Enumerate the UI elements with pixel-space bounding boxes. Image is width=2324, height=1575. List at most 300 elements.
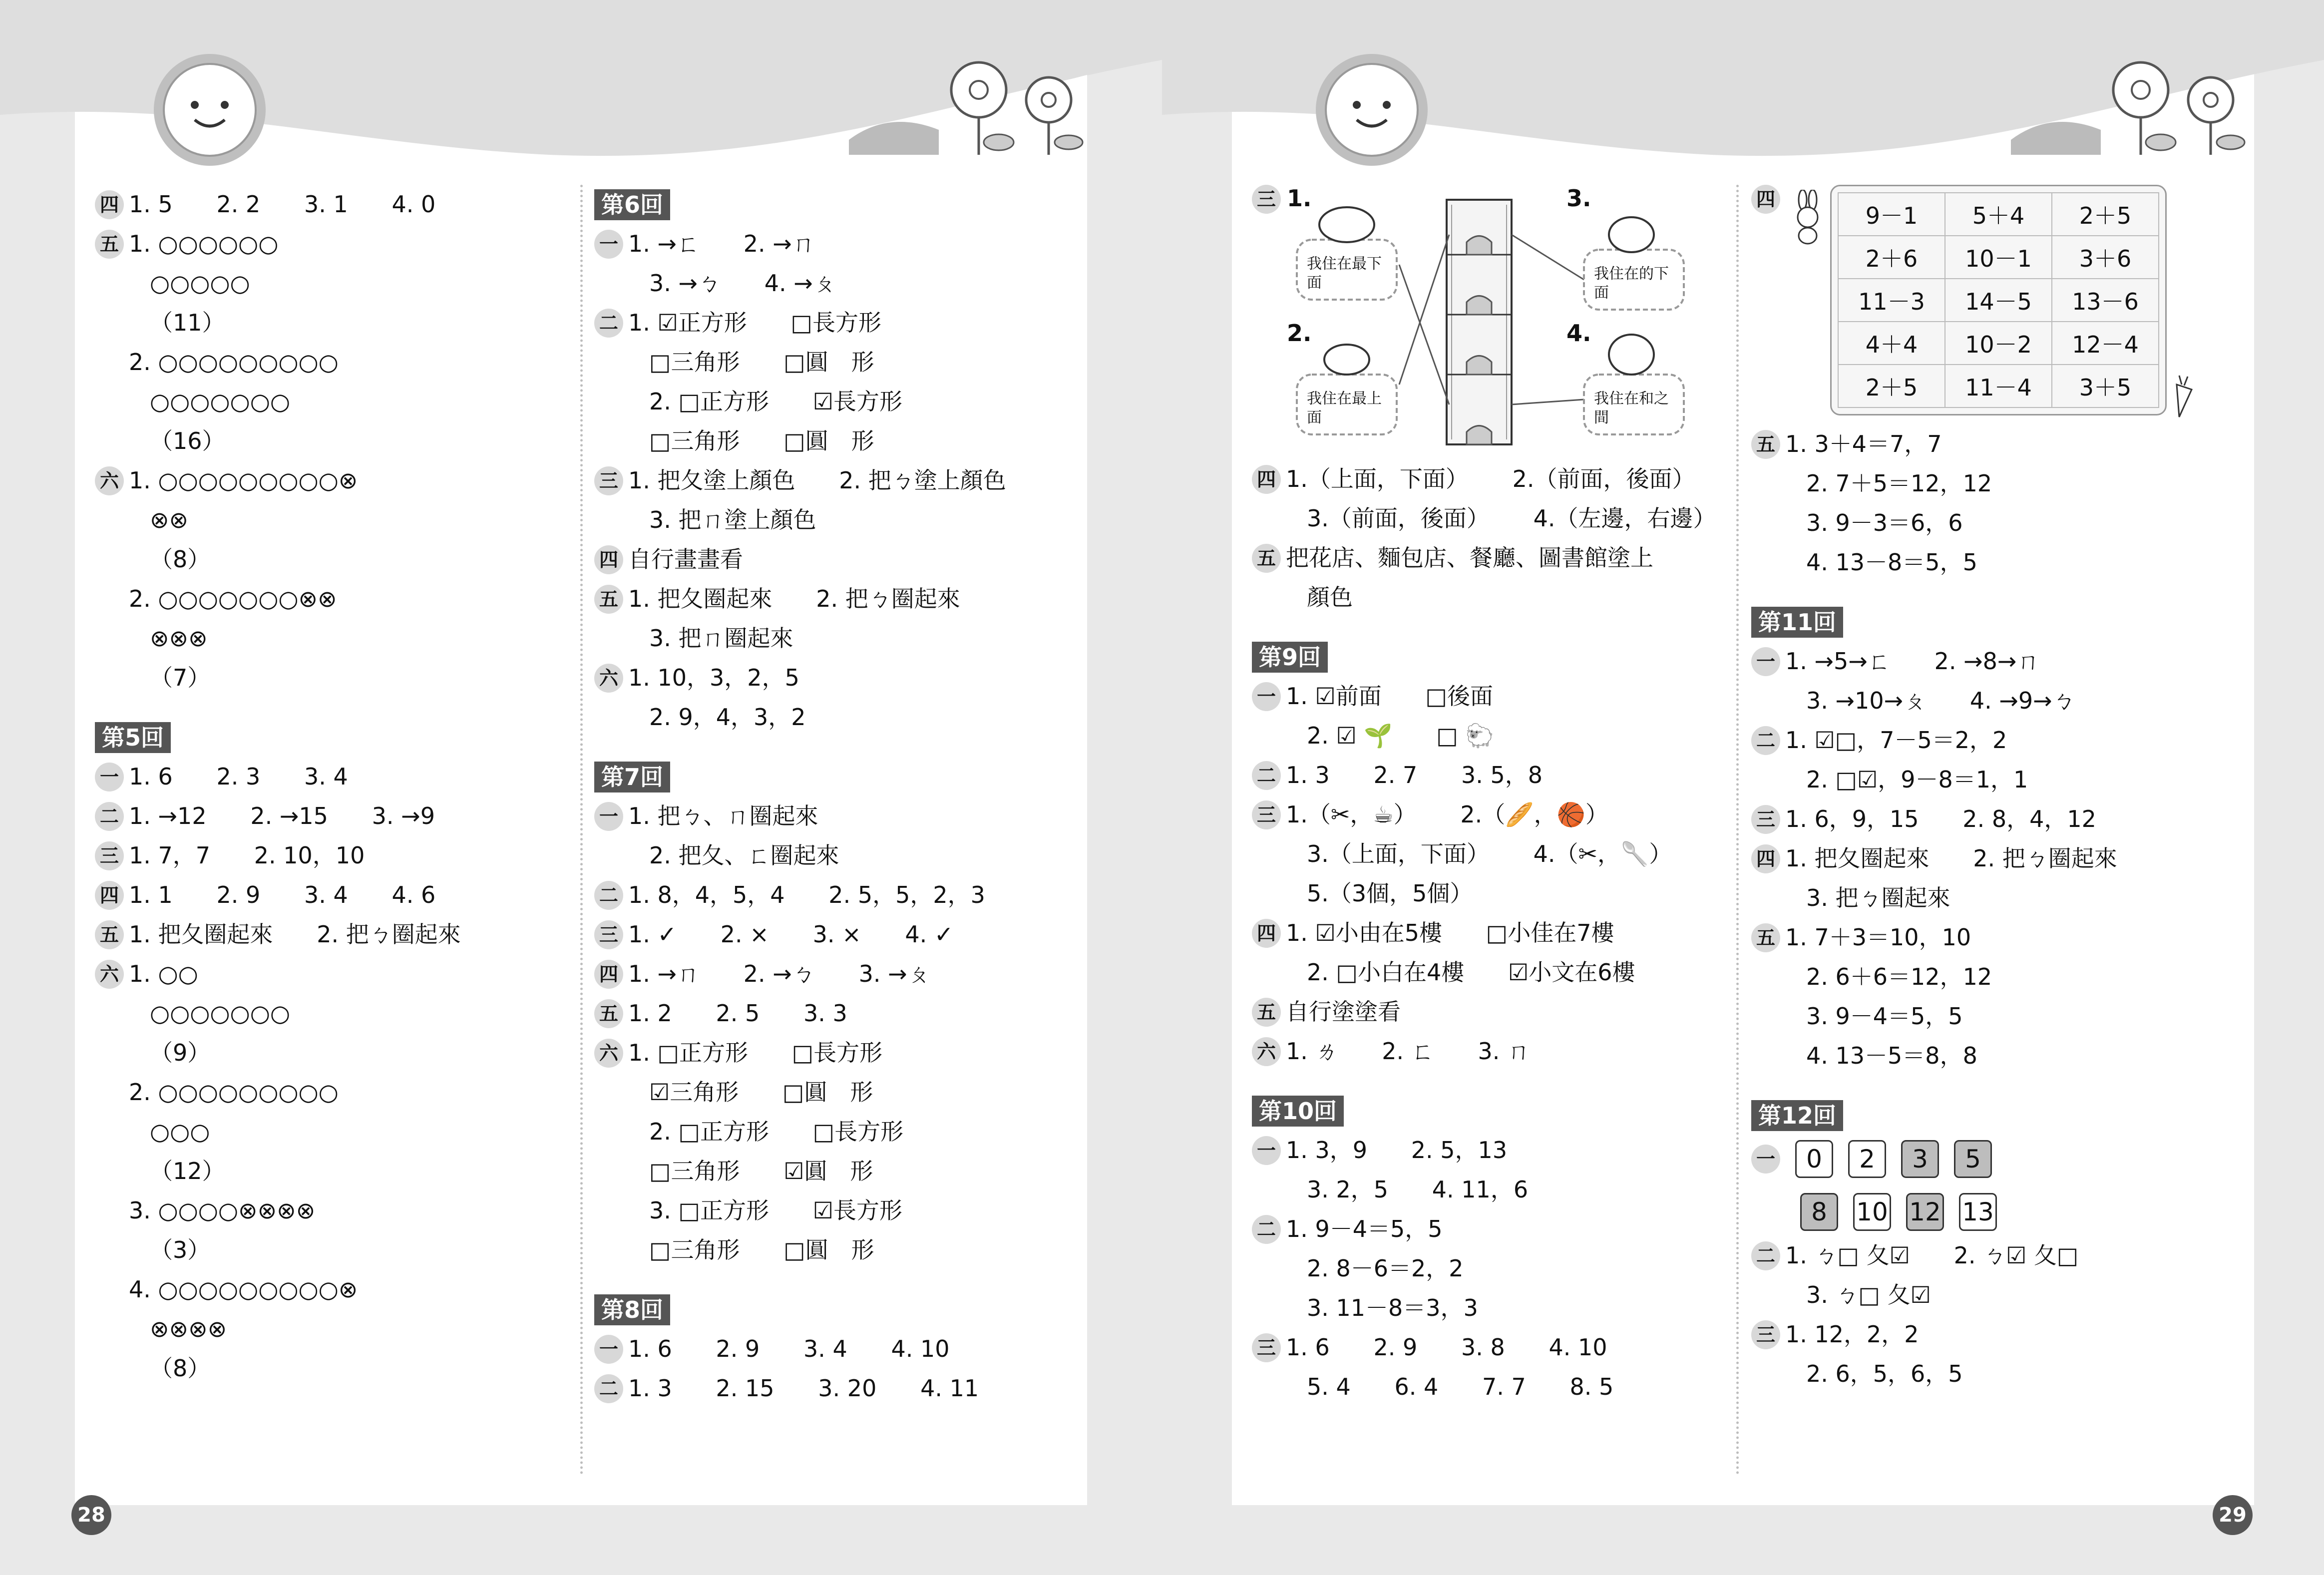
carrot-icon bbox=[2167, 375, 2197, 419]
answer-text: （16） bbox=[150, 427, 225, 454]
maze-cell: 3＋6 bbox=[2052, 236, 2159, 279]
number-box: 12 bbox=[1906, 1193, 1944, 1231]
answer-line bbox=[150, 540, 544, 579]
answer-text: 3. 把ㄅ圈起來 bbox=[1806, 884, 1950, 911]
answer-line bbox=[1751, 1076, 2251, 1096]
maze-cell: 12－4 bbox=[2052, 322, 2159, 365]
answer-text: 1. 8，4，5，4 2. 5，5，2，3 bbox=[628, 881, 985, 908]
answer-text: （11） bbox=[150, 309, 225, 336]
answer-text: 1. ○○ bbox=[129, 960, 198, 987]
section-badge: 五 bbox=[95, 920, 124, 949]
answer-line bbox=[649, 836, 1094, 875]
table-row bbox=[1838, 365, 2159, 407]
round-heading-row bbox=[1252, 637, 1726, 677]
section-badge: 四 bbox=[594, 545, 623, 574]
answer-line bbox=[649, 1191, 1094, 1230]
section-badge: 三 bbox=[594, 466, 623, 495]
answer-text: 5. 4 6. 4 7. 7 8. 5 bbox=[1307, 1373, 1614, 1400]
round-heading-row bbox=[95, 718, 544, 757]
answer-line bbox=[150, 1112, 544, 1152]
maze-grid-section bbox=[1751, 185, 2251, 419]
answer-line bbox=[594, 737, 1094, 757]
answer-line bbox=[1252, 1209, 1726, 1249]
answer-line bbox=[594, 224, 1094, 264]
answer-line bbox=[1252, 459, 1726, 499]
section-badge: 二 bbox=[594, 309, 623, 338]
answer-text: 3. ○○○○⊗⊗⊗⊗ bbox=[129, 1197, 316, 1224]
answer-text: 2. 6＋6＝12，12 bbox=[1806, 963, 1992, 990]
answer-line bbox=[1252, 1071, 1726, 1091]
answer-line bbox=[1252, 1328, 1726, 1367]
answer-text: 1. 10，3，2，5 bbox=[628, 664, 799, 691]
answer-line bbox=[1252, 677, 1726, 716]
answer-text: （3） bbox=[150, 1236, 211, 1263]
answer-text: 3. 把ㄇ圈起來 bbox=[649, 625, 793, 652]
answer-text: 3. 9－4＝5，5 bbox=[1806, 1003, 1963, 1030]
answer-text: 1. →ㄈ 2. →ㄇ bbox=[628, 230, 815, 257]
answer-text: 1. ☑前面 □後面 bbox=[1286, 683, 1493, 710]
answer-text: 3. →10→ㄆ 4. →9→ㄅ bbox=[1806, 687, 2075, 714]
answer-line bbox=[1252, 1131, 1726, 1170]
answer-line bbox=[95, 796, 544, 836]
answer-line bbox=[129, 1191, 544, 1230]
answer-line bbox=[1307, 1367, 1726, 1407]
answer-line bbox=[1751, 799, 2251, 839]
answer-line bbox=[95, 185, 544, 224]
section-badge: 二 bbox=[95, 802, 124, 831]
answer-line bbox=[150, 303, 544, 343]
answer-line bbox=[1252, 992, 1726, 1032]
answer-line bbox=[1307, 1170, 1726, 1209]
answer-line bbox=[1806, 1275, 2251, 1315]
answer-text: 2. □☑，9－8＝1，1 bbox=[1806, 766, 2028, 793]
answer-line bbox=[95, 954, 544, 994]
answer-line bbox=[1307, 874, 1726, 913]
section-badge: 二 bbox=[1252, 761, 1281, 790]
answer-text: 2. □正方形 ☑長方形 bbox=[649, 388, 902, 415]
answer-line bbox=[95, 698, 544, 718]
answer-text: 1. 6 2. 9 3. 8 4. 10 bbox=[1286, 1334, 1607, 1361]
answer-line bbox=[150, 382, 544, 421]
answer-text: （12） bbox=[150, 1158, 225, 1184]
answer-text: （7） bbox=[150, 664, 211, 691]
answer-line bbox=[1751, 1236, 2251, 1275]
right-column-2-tail bbox=[1751, 1236, 2251, 1394]
maze-table bbox=[1838, 192, 2159, 408]
answer-text: □三角形 □圓 形 bbox=[649, 1236, 874, 1263]
scene-speech-4: 我住在和之間 bbox=[1594, 390, 1669, 426]
answer-line bbox=[594, 1329, 1094, 1369]
answer-text: 3.（前面，後面） 4.（左邊，右邊） bbox=[1307, 505, 1716, 532]
answer-text: 2. □小白在4樓 ☑小文在6樓 bbox=[1307, 959, 1635, 986]
answer-line bbox=[1252, 795, 1726, 834]
apartment-scene bbox=[1252, 185, 1726, 454]
answer-text: □三角形 ☑圓 形 bbox=[649, 1158, 873, 1184]
number-box: 10 bbox=[1853, 1193, 1891, 1231]
section-badge: 二 bbox=[1751, 1241, 1780, 1270]
answer-line bbox=[594, 1270, 1094, 1290]
answer-text: □三角形 □圓 形 bbox=[649, 349, 874, 376]
answer-text: 1. →12 2. →15 3. →9 bbox=[129, 802, 435, 829]
section-badge: 四 bbox=[1751, 185, 1780, 214]
number-boxes-2 bbox=[1800, 1193, 2012, 1231]
section-badge: 二 bbox=[1751, 726, 1780, 755]
answer-text: 自行畫畫看 bbox=[628, 546, 743, 573]
answer-line bbox=[150, 1309, 544, 1349]
answer-text: 1. 3＋4＝7，7 bbox=[1785, 430, 1942, 457]
answer-line bbox=[649, 1073, 1094, 1112]
section-badge: 五 bbox=[594, 999, 623, 1028]
answer-line bbox=[649, 1230, 1094, 1270]
answer-text: 1. ㄅ□ 夂☑ 2. ㄅ☑ 夂□ bbox=[1785, 1242, 2079, 1269]
answer-line bbox=[1806, 681, 2251, 721]
answer-line bbox=[1252, 913, 1726, 953]
answer-line bbox=[594, 875, 1094, 915]
table-row bbox=[1838, 279, 2159, 322]
round-heading-row bbox=[594, 185, 1094, 224]
section-badge: 五 bbox=[594, 585, 623, 614]
answer-text: 1.（上面，下面） 2.（前面，後面） bbox=[1286, 465, 1695, 492]
answer-line bbox=[594, 540, 1094, 579]
section-badge: 一 bbox=[1252, 1136, 1281, 1165]
section-badge: 二 bbox=[594, 1374, 623, 1403]
right-column-2 bbox=[1751, 185, 2251, 1394]
answer-line bbox=[594, 1369, 1094, 1408]
answer-line bbox=[129, 343, 544, 382]
maze-cell: 11－4 bbox=[1945, 365, 2052, 407]
answer-text: （8） bbox=[150, 1355, 211, 1382]
answer-line bbox=[150, 658, 544, 698]
section-badge: 四 bbox=[1751, 844, 1780, 873]
answer-line bbox=[1307, 953, 1726, 992]
answer-text: 3. 9－3＝6，6 bbox=[1806, 509, 1963, 536]
answer-text: ○○○○○○○ bbox=[150, 388, 290, 415]
maze-cell: 13－6 bbox=[2052, 279, 2159, 322]
section-badge: 四 bbox=[594, 960, 623, 989]
section-badge: 四 bbox=[95, 881, 124, 910]
answer-line bbox=[150, 619, 544, 658]
round-heading-row bbox=[594, 1290, 1094, 1329]
section-badge: 六 bbox=[1252, 1037, 1281, 1066]
scene-label-4: 4. bbox=[1566, 320, 1591, 347]
answer-text: 1. 6，9，15 2. 8，4，12 bbox=[1785, 805, 2096, 832]
answer-line bbox=[649, 1152, 1094, 1191]
answer-text: 1. 把夂圈起來 2. 把ㄅ圈起來 bbox=[628, 585, 960, 612]
answer-line bbox=[1806, 997, 2251, 1036]
right-column-2-text bbox=[1751, 424, 2251, 1135]
answer-text: 5.（3個，5個） bbox=[1307, 880, 1473, 907]
answer-line bbox=[594, 658, 1094, 698]
scene-label-2: 2. bbox=[1287, 320, 1312, 347]
answer-text: 1. →5→ㄈ 2. →8→ㄇ bbox=[1785, 648, 2040, 675]
number-box: 2 bbox=[1848, 1140, 1886, 1178]
answer-line bbox=[594, 796, 1094, 836]
answer-text: 1. 1 2. 9 3. 4 4. 6 bbox=[129, 881, 436, 908]
round-heading-row bbox=[594, 757, 1094, 796]
answer-text: 1. ✓ 2. × 3. × 4. ✓ bbox=[628, 921, 954, 948]
answer-line bbox=[594, 461, 1094, 500]
answer-line bbox=[129, 1073, 544, 1112]
section-badge: 三 bbox=[1252, 800, 1281, 829]
answer-text: ☑三角形 □圓 形 bbox=[649, 1079, 873, 1106]
maze-cell: 11－3 bbox=[1838, 279, 1945, 322]
answer-text: 1. 把夂圈起來 2. 把ㄅ圈起來 bbox=[1785, 845, 2117, 872]
number-box: 13 bbox=[1959, 1193, 1997, 1231]
answer-text: 3. 把ㄇ塗上顏色 bbox=[649, 506, 816, 533]
answer-line bbox=[129, 579, 544, 619]
section-badge: 一 bbox=[1751, 647, 1780, 676]
answer-line bbox=[649, 382, 1094, 421]
answer-line bbox=[150, 1152, 544, 1191]
answer-line bbox=[1751, 582, 2251, 602]
round-title: 第5回 bbox=[95, 722, 171, 753]
answer-line bbox=[95, 461, 544, 500]
answer-line bbox=[95, 224, 544, 264]
page-number: 29 bbox=[2213, 1495, 2253, 1535]
answer-text: 4. ○○○○○○○○○⊗ bbox=[129, 1276, 358, 1303]
answer-line bbox=[1751, 1315, 2251, 1354]
table-row bbox=[1838, 236, 2159, 279]
right-page bbox=[1162, 0, 2324, 1575]
section-badge: 一 bbox=[594, 1335, 623, 1364]
answer-text: 3. 2，5 4. 11，6 bbox=[1307, 1176, 1529, 1203]
answer-line bbox=[1252, 538, 1726, 578]
left-column-2 bbox=[594, 185, 1094, 1485]
answer-line bbox=[150, 421, 544, 461]
section-badge: 三 bbox=[1751, 1320, 1780, 1349]
section-badge: 五 bbox=[1751, 430, 1780, 459]
answer-text: 1. →ㄇ 2. →ㄅ 3. →ㄆ bbox=[628, 960, 930, 987]
answer-text: 1. 7＋3＝10，10 bbox=[1785, 924, 1971, 951]
table-row bbox=[1838, 193, 2159, 236]
answer-line bbox=[649, 264, 1094, 303]
answer-text: ⊗⊗⊗ bbox=[150, 625, 208, 652]
answer-line bbox=[649, 421, 1094, 461]
answer-text: 自行塗塗看 bbox=[1286, 998, 1401, 1025]
answer-text: ○○○ bbox=[150, 1118, 210, 1145]
round-heading-row bbox=[1751, 602, 2251, 642]
answer-line bbox=[129, 1270, 544, 1309]
answer-text: 1. ☑小由在5樓 □小佳在7樓 bbox=[1286, 919, 1614, 946]
answer-text: 1. ○○○○○○ bbox=[129, 230, 279, 257]
answer-line bbox=[1307, 578, 1726, 617]
answer-line bbox=[150, 500, 544, 540]
answer-text: 1. 6 2. 9 3. 4 4. 10 bbox=[628, 1335, 950, 1362]
answer-line bbox=[649, 619, 1094, 658]
section-badge: 五 bbox=[1751, 923, 1780, 952]
answer-line bbox=[150, 264, 544, 303]
section-badge: 一 bbox=[594, 802, 623, 831]
answer-line bbox=[1751, 918, 2251, 957]
answer-line bbox=[1307, 1249, 1726, 1288]
answer-text: 1. ☑正方形 □長方形 bbox=[628, 309, 881, 336]
number-box: 3 bbox=[1901, 1140, 1939, 1178]
maze-cell: 2＋5 bbox=[2052, 193, 2159, 236]
answer-line bbox=[1806, 543, 2251, 582]
maze-cell: 10－2 bbox=[1945, 322, 2052, 365]
maze-cell: 4＋4 bbox=[1838, 322, 1945, 365]
answer-line bbox=[1751, 642, 2251, 681]
maze-grid bbox=[1830, 185, 2167, 415]
answer-line bbox=[649, 698, 1094, 737]
answer-line bbox=[1307, 834, 1726, 874]
answer-line bbox=[594, 954, 1094, 994]
answer-text: 把花店、麵包店、餐廳、圖書館塗上 bbox=[1286, 544, 1653, 571]
flower-decoration-icon bbox=[849, 55, 1089, 155]
scene-speech-3: 我住在的下面 bbox=[1594, 265, 1669, 302]
answer-text: 2. 6，5，6，5 bbox=[1806, 1360, 1963, 1387]
answer-line bbox=[649, 1112, 1094, 1152]
answer-line bbox=[1806, 503, 2251, 543]
section-badge: 一 bbox=[1751, 1145, 1780, 1174]
right-column-1 bbox=[1252, 185, 1726, 1407]
answer-text: 1. 把ㄅ、ㄇ圈起來 bbox=[628, 802, 818, 829]
round-title: 第12回 bbox=[1751, 1100, 1843, 1131]
answer-line bbox=[649, 500, 1094, 540]
number-box: 0 bbox=[1795, 1140, 1833, 1178]
answer-text: 顏色 bbox=[1307, 584, 1353, 611]
section-badge: 三 bbox=[1252, 185, 1281, 214]
answer-line bbox=[95, 757, 544, 796]
section-badge: 四 bbox=[95, 190, 124, 219]
round-heading-row bbox=[1252, 1091, 1726, 1131]
answer-text: （8） bbox=[150, 546, 211, 573]
page-number: 28 bbox=[71, 1495, 111, 1535]
sun-icon bbox=[1312, 50, 1432, 170]
answer-text: 1. 5 2. 2 3. 1 4. 0 bbox=[129, 191, 436, 218]
answer-line bbox=[95, 875, 544, 915]
section-badge: 二 bbox=[1252, 1215, 1281, 1244]
answer-line bbox=[1806, 1354, 2251, 1394]
answer-text: 1. 3 2. 7 3. 5，8 bbox=[1286, 762, 1543, 788]
answer-text: 1. 2 2. 5 3. 3 bbox=[628, 1000, 847, 1027]
round-title: 第6回 bbox=[594, 189, 670, 220]
answer-text: 1. ○○○○○○○○○⊗ bbox=[129, 467, 358, 494]
round-title: 第9回 bbox=[1252, 642, 1328, 673]
answer-line bbox=[1252, 1032, 1726, 1071]
number-box: 5 bbox=[1954, 1140, 1992, 1178]
answer-line bbox=[594, 579, 1094, 619]
answer-text: 2. 把夂、ㄈ圈起來 bbox=[649, 842, 839, 869]
scene-label-3: 3. bbox=[1566, 185, 1591, 212]
section-badge: 六 bbox=[95, 466, 124, 495]
answer-text: 1.（✂，☕） 2.（🥖，🏀） bbox=[1286, 801, 1608, 828]
number-boxes-1 bbox=[1795, 1140, 2007, 1178]
answer-line bbox=[1252, 756, 1726, 795]
answer-line bbox=[1751, 424, 2251, 464]
left-column-1 bbox=[95, 185, 544, 1485]
answer-line bbox=[150, 1230, 544, 1270]
maze-cell: 2＋6 bbox=[1838, 236, 1945, 279]
answer-text: 1. 3 2. 15 3. 20 4. 11 bbox=[628, 1375, 979, 1402]
answer-line bbox=[1751, 721, 2251, 760]
answer-text: 2. ☑ 🌱 □ 🐑 bbox=[1307, 722, 1494, 749]
answer-text: ⊗⊗ bbox=[150, 506, 189, 533]
answer-line bbox=[1806, 760, 2251, 799]
scene-speech-2: 我住在最上面 bbox=[1307, 390, 1382, 426]
maze-cell: 14－5 bbox=[1945, 279, 2052, 322]
answer-text: （9） bbox=[150, 1039, 211, 1066]
answer-text: 1. 把夂塗上顏色 2. 把ㄅ塗上顏色 bbox=[628, 467, 1006, 494]
answer-line bbox=[1806, 464, 2251, 503]
maze-cell: 2＋5 bbox=[1838, 365, 1945, 407]
flower-decoration-icon bbox=[2011, 55, 2251, 155]
section-badge: 三 bbox=[1252, 1333, 1281, 1362]
answer-text: 1. ㄌ 2. ㄈ 3. ㄇ bbox=[1286, 1038, 1530, 1065]
answer-line bbox=[594, 303, 1094, 343]
column-divider bbox=[1736, 185, 1739, 1475]
answer-text: 2. 7＋5＝12，12 bbox=[1806, 470, 1992, 497]
rabbit-icon bbox=[1785, 190, 1830, 245]
answer-text: □三角形 □圓 形 bbox=[649, 427, 874, 454]
round-heading-row bbox=[1751, 1096, 2251, 1135]
round-title: 第8回 bbox=[594, 1294, 670, 1325]
answer-text: 1. 6 2. 3 3. 4 bbox=[129, 763, 348, 790]
answer-line bbox=[1751, 839, 2251, 878]
answer-line bbox=[594, 915, 1094, 954]
answer-text: 2. ○○○○○○○○○ bbox=[129, 1079, 339, 1106]
round-title: 第10回 bbox=[1252, 1096, 1344, 1127]
sun-icon bbox=[150, 50, 270, 170]
section-badge: 五 bbox=[95, 230, 124, 259]
section-badge: 五 bbox=[1252, 544, 1281, 573]
section-badge: 一 bbox=[1252, 682, 1281, 711]
answer-text: 1. 把夂圈起來 2. 把ㄅ圈起來 bbox=[129, 921, 461, 948]
answer-line bbox=[150, 994, 544, 1033]
section-badge: 一 bbox=[95, 763, 124, 791]
answer-line bbox=[95, 836, 544, 875]
answer-text: 2. ○○○○○○○⊗⊗ bbox=[129, 585, 337, 612]
answer-text: 4. 13－5＝8，8 bbox=[1806, 1042, 1977, 1069]
section-badge: 三 bbox=[95, 841, 124, 870]
answer-text: 3. →ㄅ 4. →ㄆ bbox=[649, 270, 836, 297]
number-boxes-row-1 bbox=[1751, 1140, 2251, 1178]
answer-line bbox=[150, 1033, 544, 1073]
answer-line bbox=[1307, 499, 1726, 538]
column-divider bbox=[580, 185, 583, 1475]
answer-text: 2. □正方形 □長方形 bbox=[649, 1118, 904, 1145]
answer-line bbox=[1806, 878, 2251, 918]
maze-cell: 5＋4 bbox=[1945, 193, 2052, 236]
answer-text: ○○○○○○○ bbox=[150, 1000, 290, 1027]
answer-text: ⊗⊗⊗⊗ bbox=[150, 1315, 227, 1342]
number-boxes-row-2 bbox=[1790, 1193, 2251, 1231]
answer-text: 3. □正方形 ☑長方形 bbox=[649, 1197, 902, 1224]
answer-line bbox=[95, 915, 544, 954]
scene-speech-1: 我住在最下面 bbox=[1307, 255, 1382, 292]
answer-line bbox=[150, 1349, 544, 1388]
answer-text: 2. 8－6＝2，2 bbox=[1307, 1255, 1464, 1282]
answer-text: 2. ○○○○○○○○○ bbox=[129, 349, 339, 376]
answer-text: 1. □正方形 □長方形 bbox=[628, 1039, 883, 1066]
answer-text: 1. 7，7 2. 10，10 bbox=[129, 842, 365, 869]
answer-text: 1. 12，2，2 bbox=[1785, 1321, 1919, 1348]
answer-text: 3. 11－8＝3，3 bbox=[1307, 1294, 1478, 1321]
answer-text: ○○○○○ bbox=[150, 270, 250, 297]
maze-cell: 10－1 bbox=[1945, 236, 2052, 279]
section-badge: 三 bbox=[1751, 805, 1780, 834]
answer-text: 2. 9，4，3，2 bbox=[649, 704, 806, 731]
answer-line bbox=[594, 1033, 1094, 1073]
scene-label-1: 1. bbox=[1287, 185, 1312, 212]
section-badge: 四 bbox=[1252, 919, 1281, 948]
maze-cell: 3＋5 bbox=[2052, 365, 2159, 407]
answer-line bbox=[1307, 1288, 1726, 1328]
section-badge: 五 bbox=[1252, 998, 1281, 1027]
section-badge: 三 bbox=[594, 920, 623, 949]
answer-text: 3.（上面，下面） 4.（✂，🥄） bbox=[1307, 840, 1672, 867]
answer-text: 1. 3，9 2. 5，13 bbox=[1286, 1137, 1508, 1164]
